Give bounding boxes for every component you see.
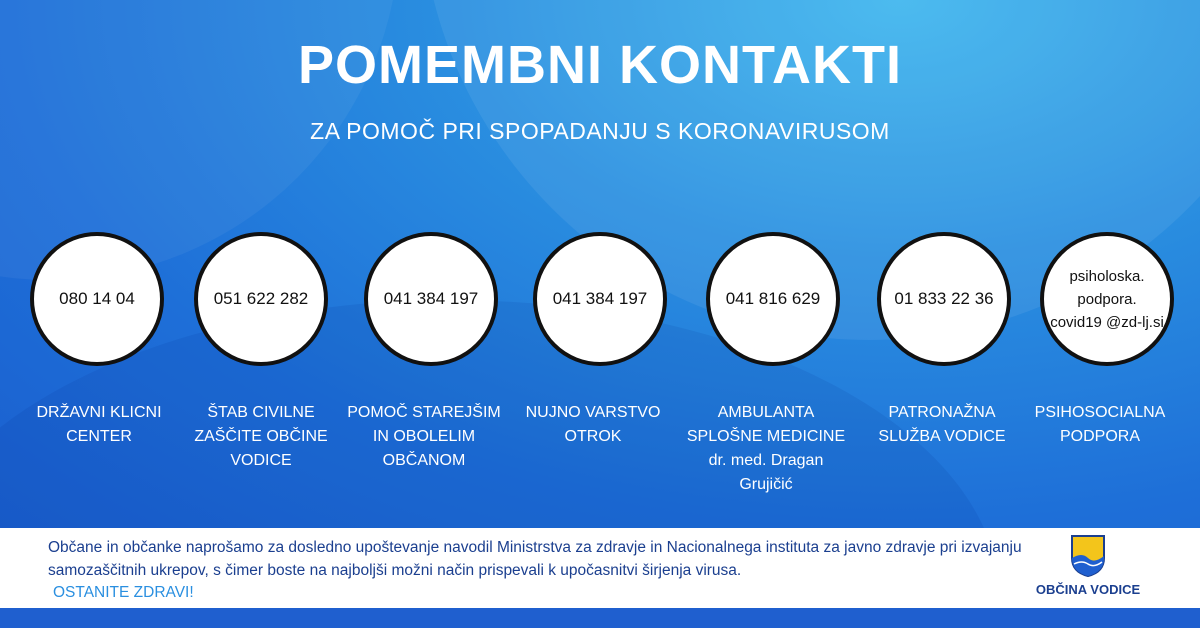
bottom-bar [0, 608, 1200, 628]
contact-label-1: DRŽAVNI KLICNI CENTER [36, 404, 162, 445]
footer-note: Občane in občanke naprošamo za dosledno upoštevanje navodil Ministrstva za zdravje in Nacionalnega instituta za javno zdravje pri izvajanju samozaščitnih ukrepov, s čimer boste na najboljši možni način prispevali k upočasnitvi širjenja virusa. [48, 539, 1022, 579]
contact-phone-5[interactable]: 041 816 629 [706, 232, 840, 366]
footer [0, 528, 1200, 608]
footer-cta: OSTANITE ZDRAVI! [53, 584, 194, 601]
contact-phone-6[interactable]: 01 833 22 36 [877, 232, 1011, 366]
contact-phone-4[interactable]: 041 384 197 [533, 232, 667, 366]
coat-of-arms-icon [1070, 534, 1106, 578]
contact-label-5-doctor: dr. med. Dragan Grujičić [708, 452, 824, 493]
brand-name: OBČINA VODICE [1035, 582, 1141, 597]
contact-phone-2[interactable]: 051 622 282 [194, 232, 328, 366]
contact-label-5-title: AMBULANTA SPLOŠNE MEDICINE [686, 404, 846, 445]
contact-label-2: ŠTAB CIVILNE ZAŠČITE OBČINE VODICE [194, 404, 328, 469]
contact-label-6: PATRONAŽNA SLUŽBA VODICE [878, 404, 1006, 445]
contact-label-4: NUJNO VARSTVO OTROK [525, 404, 661, 445]
page-subtitle: ZA POMOČ PRI SPOPADANJU S KORONAVIRUSOM [310, 118, 890, 144]
page-title: POMEMBNI KONTAKTI [298, 35, 902, 95]
contact-phone-3[interactable]: 041 384 197 [364, 232, 498, 366]
contact-phone-1[interactable]: 080 14 04 [30, 232, 164, 366]
contact-label-3: POMOČ STAREJŠIM IN OBOLELIM OBČANOM [347, 404, 501, 469]
contact-email-7[interactable]: psiholoska. podpora. covid19 @zd-lj.si [1040, 232, 1174, 366]
contact-label-7: PSIHOSOCIALNA PODPORA [1034, 404, 1166, 445]
contact-label-5 [686, 401, 846, 497]
